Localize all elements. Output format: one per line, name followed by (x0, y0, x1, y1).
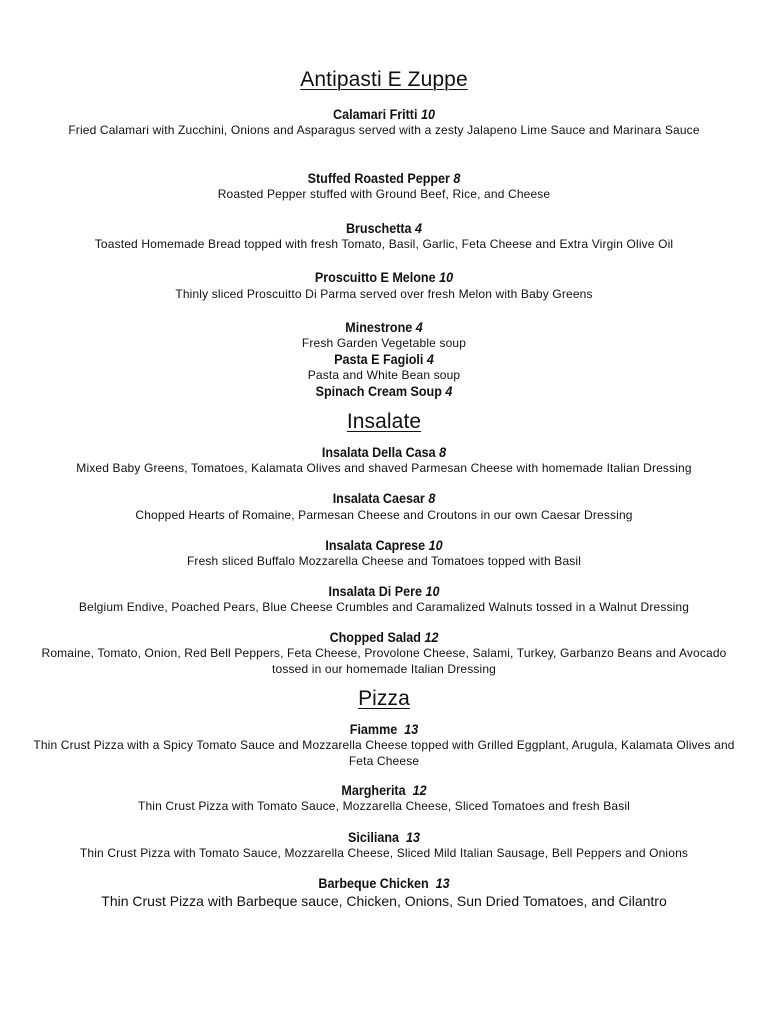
item-name-stuffed-roasted-pepper: Stuffed Roasted Pepper 8 (307, 171, 461, 186)
item-desc-proscuitto-e-melone: Thinly sliced Proscuitto Di Parma served over fresh Melon with Baby Greens (175, 287, 593, 301)
item-name-proscuitto-e-melone: Proscuitto E Melone 10 (314, 270, 454, 285)
item-name-insalata-della-casa: Insalata Della Casa 8 (321, 445, 447, 460)
item-desc-barbeque-chicken: Thin Crust Pizza with Barbeque sauce, Chicken, Onions, Sun Dried Tomatoes, and Cilantro (101, 893, 667, 909)
item-price: 12 (424, 630, 439, 645)
item-price: 8 (439, 445, 447, 460)
item-desc-pasta-e-fagioli: Pasta and White Bean soup (307, 368, 461, 382)
item-name-margherita: Margherita 12 (341, 783, 427, 798)
item-desc-fiamme: Thin Crust Pizza with a Spicy Tomato Sauce and Mozzarella Cheese topped with Grilled Eggplant, Arugula, Kalamata Olives and Feta Cheese (33, 738, 735, 768)
section-title-insalate: Insalate (346, 410, 422, 433)
item-price: 8 (428, 491, 436, 506)
item-name-minestrone: Minestrone 4 (345, 320, 423, 335)
section-title-pizza: Pizza (358, 687, 410, 710)
item-name-insalata-di-pere: Insalata Di Pere 10 (328, 584, 440, 599)
section-title-antipasti: Antipasti E Zuppe (300, 68, 468, 91)
item-name-insalata-caesar: Insalata Caesar 8 (332, 491, 436, 506)
item-desc-insalata-della-casa: Mixed Baby Greens, Tomatoes, Kalamata Olives and shaved Parmesan Cheese with homemade Italian Dressing (76, 461, 692, 475)
item-desc-margherita: Thin Crust Pizza with Tomato Sauce, Mozzarella Cheese, Sliced Tomatoes and fresh Basil (137, 799, 630, 813)
item-desc-insalata-caprese: Fresh sliced Buffalo Mozzarella Cheese and Tomatoes topped with Basil (186, 554, 582, 568)
item-price: 4 (415, 221, 423, 236)
item-price: 12 (412, 783, 427, 798)
item-price: 10 (425, 584, 440, 599)
item-name-siciliana: Siciliana 13 (348, 830, 420, 845)
item-name-barbeque-chicken: Barbeque Chicken 13 (318, 876, 450, 891)
item-price: 4 (415, 320, 423, 335)
item-name-insalata-caprese: Insalata Caprese 10 (325, 538, 443, 553)
item-name-chopped-salad: Chopped Salad 12 (329, 630, 439, 645)
item-price: 4 (445, 384, 453, 399)
item-name-fiamme: Fiamme 13 (349, 722, 419, 737)
item-price: 13 (405, 830, 420, 845)
item-desc-minestrone: Fresh Garden Vegetable soup (301, 336, 467, 350)
item-desc-siciliana: Thin Crust Pizza with Tomato Sauce, Mozzarella Cheese, Sliced Mild Italian Sausage, Bell Peppers and Onions (79, 846, 689, 860)
item-price: 4 (426, 352, 434, 367)
item-price: 13 (435, 876, 450, 891)
item-price: 10 (439, 270, 454, 285)
item-name-calamari-fritti: Calamari Fritti 10 (333, 107, 435, 122)
item-name-bruschetta: Bruschetta 4 (345, 221, 423, 236)
item-desc-stuffed-roasted-pepper: Roasted Pepper stuffed with Ground Beef, Rice, and Cheese (217, 187, 551, 201)
item-desc-insalata-caesar: Chopped Hearts of Romaine, Parmesan Cheese and Croutons in our own Caesar Dressing (135, 508, 633, 522)
item-name-spinach-cream-soup: Spinach Cream Soup 4 (315, 384, 453, 399)
item-desc-insalata-di-pere: Belgium Endive, Poached Pears, Blue Cheese Crumbles and Caramalized Walnuts tossed in a Walnut Dressing (78, 600, 690, 614)
item-price: 8 (453, 171, 461, 186)
item-price: 13 (404, 722, 419, 737)
item-desc-chopped-salad: Romaine, Tomato, Onion, Red Bell Peppers, Feta Cheese, Provolone Cheese, Salami, Turkey, Garbanzo Beans and Avocado tossed in our homemade Italian Dressing (41, 646, 727, 676)
item-price: 10 (420, 107, 435, 122)
item-name-pasta-e-fagioli: Pasta E Fagioli 4 (334, 352, 434, 367)
item-price: 10 (428, 538, 443, 553)
item-desc-bruschetta: Toasted Homemade Bread topped with fresh Tomato, Basil, Garlic, Feta Cheese and Extra Virgin Olive Oil (94, 237, 674, 251)
item-desc-calamari-fritti: Fried Calamari with Zucchini, Onions and Asparagus served with a zesty Jalapeno Lime Sauce and Marinara Sauce (68, 123, 700, 137)
